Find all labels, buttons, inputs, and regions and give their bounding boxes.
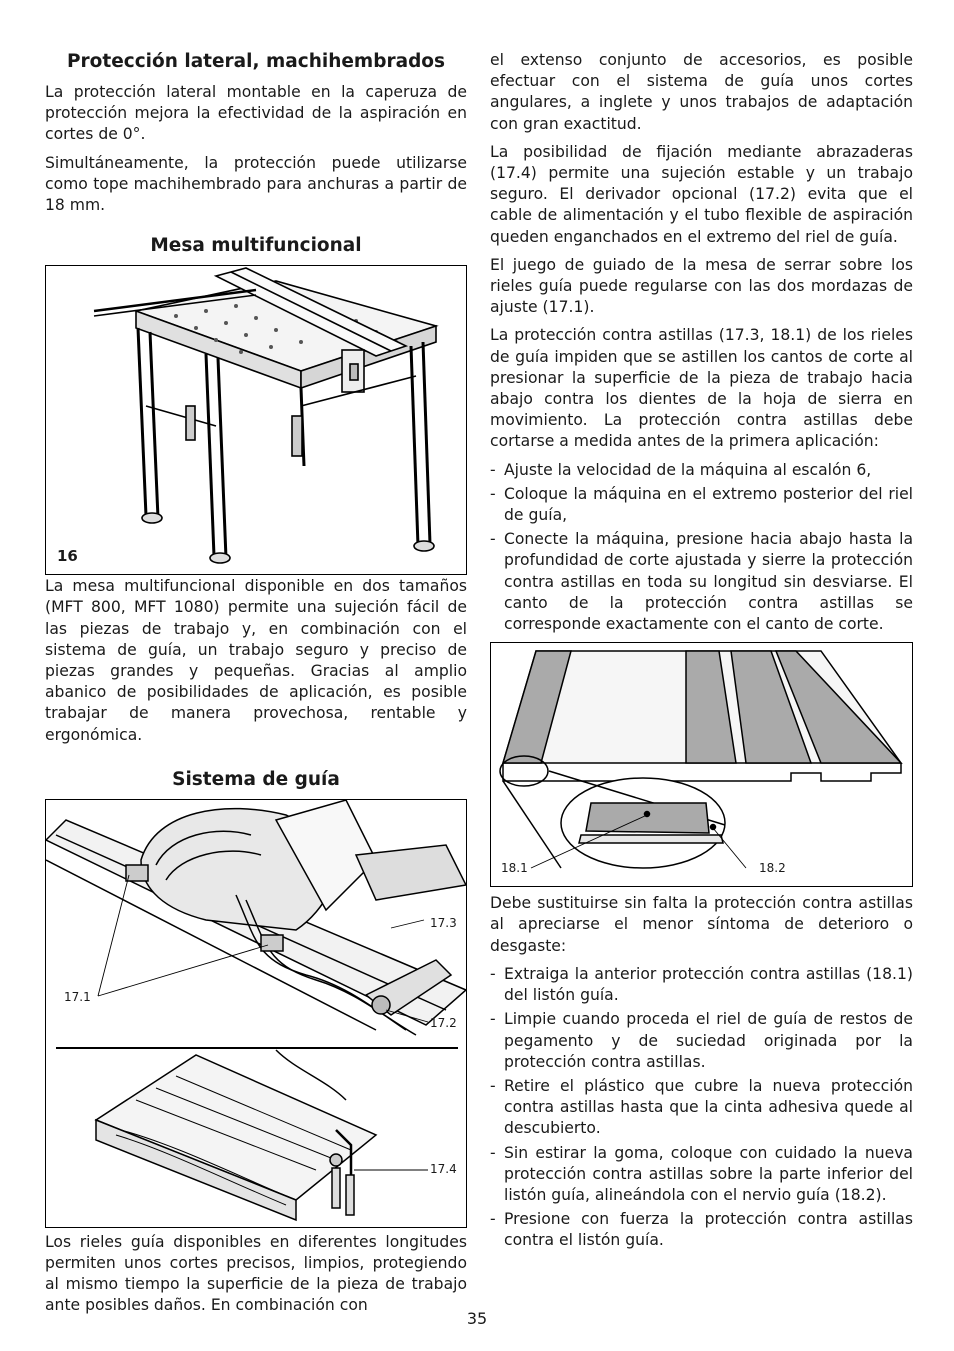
- guide-system-illustration: [46, 800, 466, 1227]
- list-item: - Conecte la máquina, presione hacia abajo hasta la profundidad de corte ajustada y sierre la protección contra astillas en toda su longitud sin desviarse. El canto de la protección contra astillas se corresponde exactamente con el canto de corte.: [490, 529, 913, 635]
- paragraph: Los rieles guía disponibles en diferentes longitudes permiten unos cortes precisos, limpios, protegiendo al mismo tiempo la superficie de la pieza de trabajo ante posibles daños. En combinación con: [45, 1232, 467, 1315]
- list-item: - Extraiga la anterior protección contra astillas (18.1) del listón guía.: [490, 964, 913, 1006]
- callout-17-3: 17.3: [430, 915, 457, 930]
- list-item: - Coloque la máquina en el extremo posterior del riel de guía,: [490, 484, 913, 526]
- callout-17-2: 17.2: [430, 1015, 457, 1030]
- section-title-mesa-multifuncional: Mesa multifuncional: [150, 235, 362, 257]
- paragraph: Debe sustituirse sin falta la protección contra astillas al apreciarse el menor síntoma de deterioro o desgaste:: [490, 894, 913, 955]
- section-title-sistema-de-guia: Sistema de guía: [172, 768, 340, 790]
- section-title-proteccion-lateral: Protección lateral, machihembrados: [66, 51, 446, 72]
- paragraph: La posibilidad de fijación mediante abrazaderas (17.4) permite una sujeción estable y un trabajo seguro. El derivador opcional (17.2) evita que el cable de alimentación y el tubo flexible de aspiración queden enganchados en el extremo del riel de guía.: [490, 142, 913, 246]
- instruction-list-replace: [490, 964, 913, 1252]
- figure-number: 16: [57, 547, 78, 566]
- left-column: [45, 50, 467, 1324]
- figure-17-guide-system: [45, 799, 467, 1228]
- paragraph: Simultáneamente, la protección puede utilizarse como tope machihembrado para anchuras a partir de 18 mm.: [45, 153, 467, 215]
- callout-18-1: 18.1: [501, 861, 528, 876]
- table-illustration: [46, 266, 466, 574]
- paragraph: La mesa multifuncional disponible en dos tamaños (MFT 800, MFT 1080) permite una sujeción fácil de las piezas de trabajo y, en combinación con el sistema de guía, un trabajo seguro y preciso de piezas grandes y pequeñas. Gracias al amplio abanico de posibilidades de aplicación, es posible trabajar de manera provechosa, rentable y ergonómica.: [45, 577, 467, 744]
- list-item: - Retire el plástico que cubre la nueva protección contra astillas hasta que la cinta adhesiva quede al descubierto.: [490, 1076, 913, 1140]
- callout-17-1: 17.1: [64, 989, 91, 1004]
- paragraph: La protección contra astillas (17.3, 18.1) de los rieles de guía impiden que se astillen los cantos de corte al presionar la superficie de la pieza de trabajo hacia abajo contra los dientes de la hoja de sierra en movimiento. La protección contra astillas debe cortarse a medida antes de la primera aplicación:: [490, 326, 913, 451]
- paragraph: La protección lateral montable en la caperuza de protección mejora la efectividad de la aspiración en cortes de 0°.: [45, 83, 467, 144]
- callout-18-2: 18.2: [759, 861, 786, 876]
- figure-18-splinter-guard: [490, 642, 913, 887]
- paragraph: el extenso conjunto de accesorios, es posible efectuar con el sistema de guía unos cortes angulares, a inglete y unos trabajos de adaptación con gran exactitud.: [490, 51, 913, 133]
- list-item: - Sin estirar la goma, coloque con cuidado la nueva protección contra astillas sobre la parte inferior del listón guía, alineándola con el nervio guía (18.2).: [490, 1143, 913, 1207]
- figure-16-multifunction-table: [45, 265, 467, 575]
- instruction-list-cut: [490, 460, 913, 636]
- paragraph: El juego de guiado de la mesa de serrar sobre los rieles guía puede regularse con las dos mordazas de ajuste (17.1).: [490, 255, 913, 317]
- list-item: - Presione con fuerza la protección contra astillas contra el listón guía.: [490, 1209, 913, 1251]
- list-item: - Ajuste la velocidad de la máquina al escalón 6,: [490, 460, 913, 481]
- right-column: [490, 50, 913, 1259]
- callout-17-4: 17.4: [430, 1161, 457, 1176]
- list-item: - Limpie cuando proceda el riel de guía de restos de pegamento y de suciedad originada por la protección contra astillas.: [490, 1009, 913, 1073]
- splinter-guard-illustration: [491, 643, 912, 886]
- page-number: 35: [466, 1309, 488, 1328]
